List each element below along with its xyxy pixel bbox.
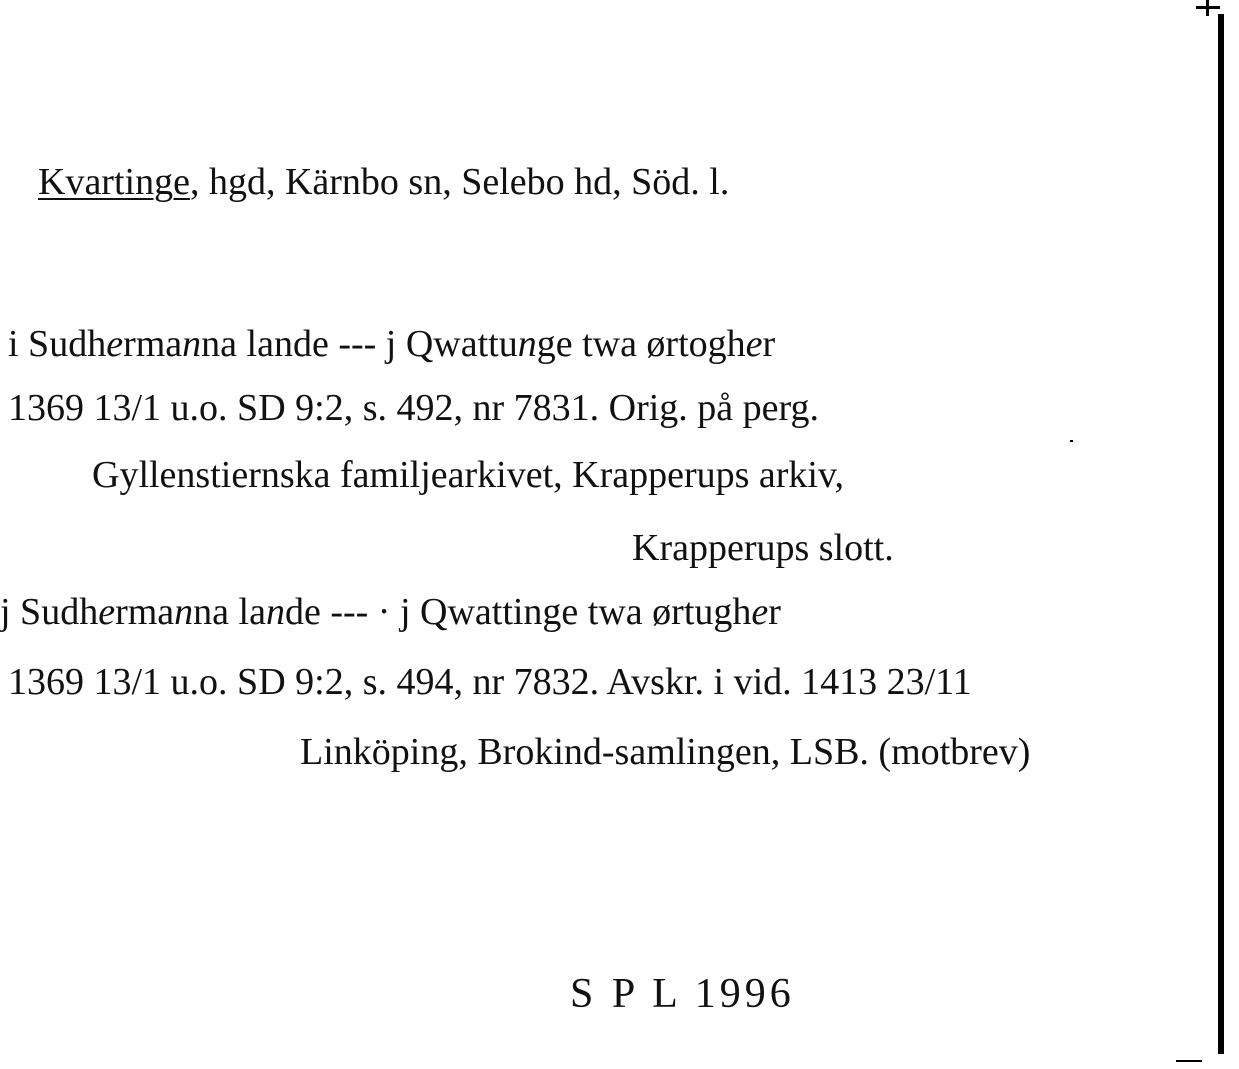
quote-text: r <box>762 323 776 365</box>
crop-mark-top-stem <box>1206 0 1209 16</box>
quote-text: rma <box>123 323 183 365</box>
quote-expansion: e <box>98 591 116 633</box>
quote-text: na lande --- j Qwattu <box>201 323 518 365</box>
quote-expansion: e <box>745 323 763 365</box>
right-margin-rule <box>1218 14 1224 1054</box>
place-name: Kvartinge <box>38 161 190 203</box>
entry-2-quote <box>0 590 781 634</box>
scan-speck <box>1070 440 1073 442</box>
quote-expansion: e <box>106 323 124 365</box>
quote-expansion: n <box>517 323 537 365</box>
quote-text: rma <box>115 591 175 633</box>
heading-line <box>38 160 729 204</box>
place-description: , hgd, Kärnbo sn, Selebo hd, Söd. l. <box>189 161 730 203</box>
entry-2-archive: Linköping, Brokind-samlingen, LSB. (motbrev) <box>300 731 1031 773</box>
quote-text: ge twa ørtogh <box>536 323 746 365</box>
quote-text: r <box>768 591 781 633</box>
quote-expansion: n <box>182 323 202 365</box>
crop-mark-bottom <box>1176 1060 1202 1062</box>
quote-text: na la <box>193 591 266 633</box>
footer-signature: S P L 1996 <box>570 971 795 1017</box>
quote-text: de --- <box>284 591 378 633</box>
entry-1-archive-location: Krapperups slott. <box>632 527 894 569</box>
entry-1-archive: Gyllenstiernska familjearkivet, Krapperups arkiv, <box>92 454 845 496</box>
entry-1-source: 1369 13/1 u.o. SD 9:2, s. 492, nr 7831. Orig. på perg. <box>8 387 819 429</box>
entry-2-source: 1369 13/1 u.o. SD 9:2, s. 494, nr 7832. Avskr. i vid. 1413 23/11 <box>8 661 972 703</box>
entry-1-quote <box>8 322 775 366</box>
quote-expansion: n <box>265 591 285 633</box>
quote-expansion: n <box>174 591 194 633</box>
quote-text: i Sudh <box>8 323 107 365</box>
quote-text: j Sudh <box>0 591 99 633</box>
quote-speck: · <box>377 591 391 633</box>
quote-expansion: e <box>751 591 769 633</box>
quote-text: j Qwattinge twa ørtugh <box>390 591 752 633</box>
